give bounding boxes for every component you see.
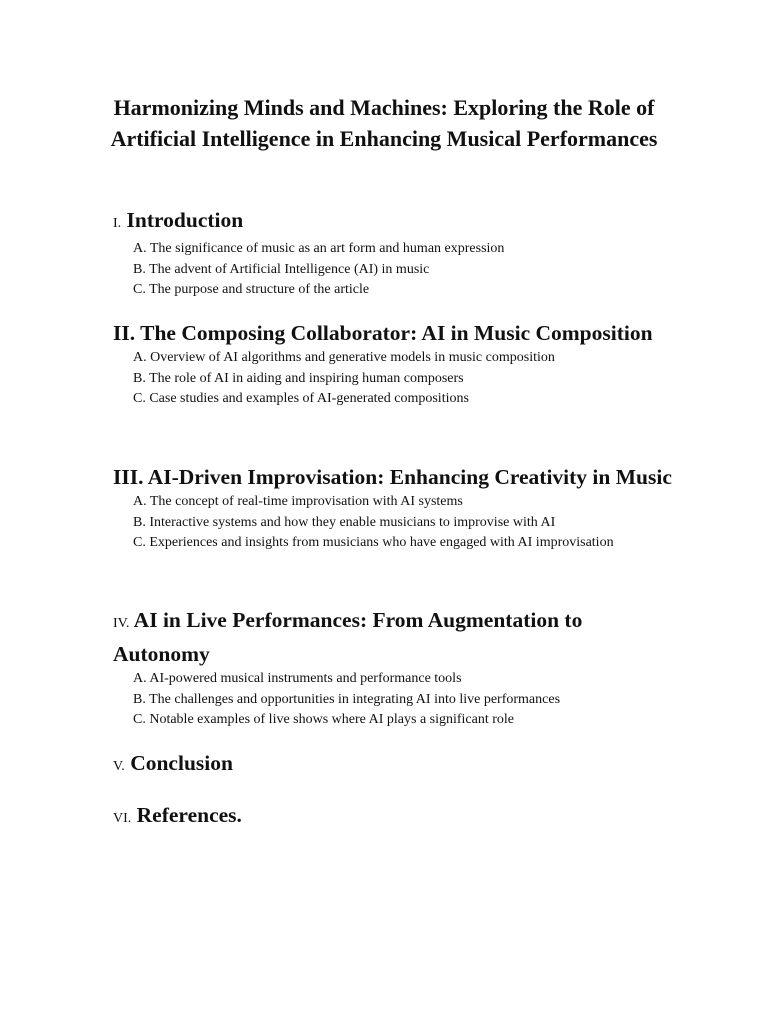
section-heading <box>113 462 673 492</box>
list-item: C. The purpose and structure of the article <box>133 282 370 298</box>
list-item: A. Overview of AI algorithms and generative models in music composition <box>133 350 555 365</box>
document-title: Harmonizing Minds and Machines: Exploring the Role of Artificial Intelligence in Enhancing Musical Performances <box>110 95 658 151</box>
section-references <box>113 800 673 834</box>
section-title: AI in Live Performances: From Augmentation to Autonomy <box>113 608 583 666</box>
section-conclusion <box>113 748 673 782</box>
section-live-performances <box>113 605 673 731</box>
list-item: A. The concept of real-time improvisation with AI systems <box>133 494 463 509</box>
section-items <box>113 492 673 554</box>
list-item: B. The challenges and opportunities in integrating AI into live performances <box>133 691 561 707</box>
section-numeral: VI. <box>113 811 132 826</box>
list-item: A. AI-powered musical instruments and performance tools <box>133 671 462 686</box>
section-title: AI-Driven Improvisation: Enhancing Creativity in Music <box>147 465 672 489</box>
section-heading <box>113 205 673 239</box>
section-introduction <box>113 205 673 301</box>
section-numeral: I. <box>113 216 122 231</box>
section-title: References. <box>136 803 242 827</box>
section-heading <box>113 748 673 782</box>
list-item: B. The advent of Artificial Intelligence (AI) in music <box>133 261 430 277</box>
section-title: Introduction <box>126 208 244 232</box>
section-heading <box>113 318 673 348</box>
section-numeral: IV. <box>113 616 130 631</box>
list-item: C. Experiences and insights from musicians who have engaged with AI improvisation <box>133 535 614 551</box>
section-ai-driven-improvisation <box>113 462 673 554</box>
section-items <box>113 239 673 301</box>
list-item: A. The significance of music as an art form and human expression <box>133 241 505 256</box>
section-title: Conclusion <box>130 751 233 775</box>
list-item: C. Notable examples of live shows where AI plays a significant role <box>133 712 515 728</box>
section-numeral: II. <box>113 321 136 345</box>
section-heading <box>113 800 673 834</box>
section-heading <box>113 605 673 669</box>
list-item: B. Interactive systems and how they enable musicians to improvise with AI <box>133 514 556 530</box>
section-items <box>113 348 673 410</box>
section-composing-collaborator <box>113 318 673 410</box>
list-item: C. Case studies and examples of AI-generated compositions <box>133 391 469 407</box>
section-numeral: III. <box>113 465 144 489</box>
section-numeral: V. <box>113 759 125 774</box>
list-item: B. The role of AI in aiding and inspiring human composers <box>133 370 464 386</box>
section-items <box>113 669 673 731</box>
section-title: The Composing Collaborator: AI in Music Composition <box>140 321 653 345</box>
